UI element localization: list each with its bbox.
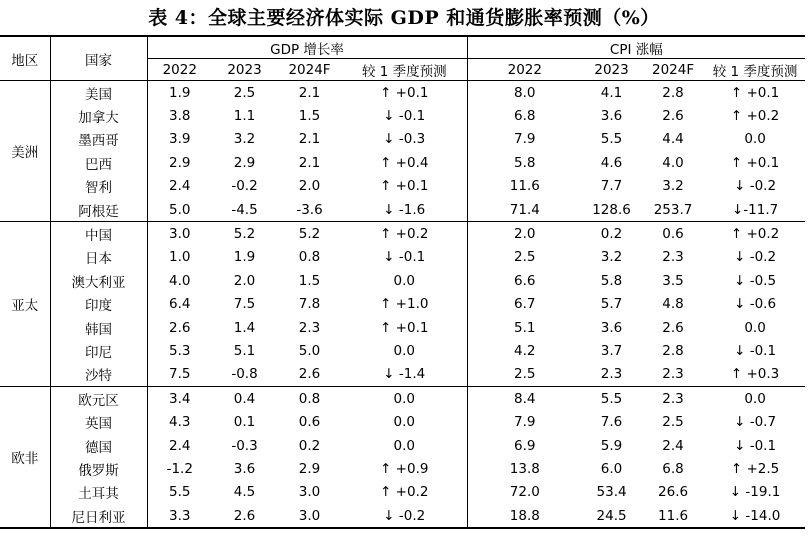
gdp-cell: 5.2 [212,222,277,246]
table-row [0,128,805,151]
gdp-cell: 2.6 [212,504,277,528]
header-row-groups [0,36,805,59]
gdp-cell: -1.2 [147,457,212,480]
cpi-cell: 11.6 [467,175,582,198]
header-gdp-col: 较 1 季度预测 [342,59,467,81]
table-row [0,222,805,246]
table-title: 表 4：全球主要经济体实际 GDP 和通货膨胀率预测（%） [148,7,660,29]
cpi-cell: 4.0 [662,154,684,171]
gdp-cell: -4.5 [231,201,258,218]
gdp-cell: 2.0 [298,178,321,195]
cpi-cell: 128.6 [592,201,631,218]
gdp-cell: 0.1 [233,414,256,431]
gdp-cell: 2.0 [233,272,256,289]
cpi-cell: 7.7 [600,178,623,195]
cpi-cell: 6.0 [600,460,623,477]
cpi-cell: 6.8 [662,460,684,477]
header-gdp-col: 2024F [277,59,342,81]
gdp-cell: 2.9 [233,154,256,171]
gdp-cell: 3.0 [277,504,342,528]
region-cell: 美洲 [0,81,50,222]
table-row [0,363,805,387]
forecast-table [0,35,805,529]
table-row [0,481,805,504]
gdp-cell: 5.0 [298,342,321,359]
cpi-cell: 2.5 [467,363,582,387]
cpi-cell: 18.8 [467,504,582,528]
gdp-cell: ↓ -0.2 [342,504,467,528]
gdp-cell: 3.3 [147,504,212,528]
country-cell: 印度 [85,298,112,315]
gdp-cell: 1.0 [147,246,212,269]
gdp-cell: ↑ +0.9 [380,460,429,477]
table-row [0,387,805,411]
gdp-cell: 0.0 [393,437,416,454]
header-cpi-col: 2023 [582,59,641,81]
gdp-cell: 1.9 [233,249,256,266]
gdp-cell: 2.1 [298,84,321,101]
cpi-cell: 5.8 [600,272,623,289]
cpi-cell: 0.0 [705,387,805,411]
cpi-cell: 2.3 [641,387,705,411]
country-cell: 日本 [85,251,112,268]
cpi-cell: 5.9 [600,437,623,454]
gdp-cell: 7.5 [233,296,256,313]
cpi-cell: 53.4 [596,484,627,501]
cpi-cell: 2.3 [600,366,623,383]
cpi-cell: 2.5 [467,246,582,269]
cpi-cell: 6.7 [467,293,582,316]
header-country: 国家 [50,36,147,81]
gdp-cell: 0.0 [393,272,416,289]
table-row [0,151,805,174]
cpi-cell: 26.6 [658,484,689,501]
header-cpi-col: 2022 [467,59,582,81]
gdp-cell: 2.4 [147,434,212,457]
country-cell: 澳大利亚 [71,274,126,291]
country-cell: 韩国 [85,321,112,338]
header-region: 地区 [0,36,50,81]
region-cell: 亚太 [0,222,50,387]
gdp-cell: 0.2 [298,437,321,454]
gdp-cell: 5.1 [233,342,256,359]
cpi-cell: ↑ +0.2 [705,222,805,246]
gdp-cell: 5.5 [147,481,212,504]
table-row [0,269,805,292]
gdp-cell: ↓ -0.1 [383,108,426,125]
gdp-cell: -0.8 [231,366,258,383]
cpi-cell: ↑ +0.1 [730,84,780,101]
gdp-cell: -0.3 [231,437,258,454]
gdp-cell: 3.0 [147,222,212,246]
header-cpi-col: 较 1 季度预测 [705,59,805,81]
cpi-cell: 2.6 [662,319,684,336]
table-row [0,293,805,316]
gdp-cell: 1.4 [233,319,256,336]
gdp-cell: 5.0 [147,198,212,222]
cpi-cell: 2.5 [662,414,684,431]
gdp-cell: 2.9 [298,460,321,477]
table-row [0,198,805,222]
table-row [0,81,805,105]
gdp-cell: 1.5 [298,108,321,125]
table-row [0,246,805,269]
cpi-cell: 4.2 [467,339,582,362]
gdp-cell: 0.0 [342,387,467,411]
gdp-cell: 7.8 [298,296,321,313]
region-cell: 欧非 [0,387,50,529]
gdp-cell: ↑ +0.2 [342,222,467,246]
cpi-cell: 6.6 [467,269,582,292]
country-cell: 欧元区 [50,387,147,411]
cpi-cell: 6.8 [467,104,582,127]
gdp-cell: 3.8 [147,104,212,127]
gdp-cell: ↓ -1.4 [383,366,426,383]
cpi-cell: ↓ -0.2 [734,178,777,195]
cpi-cell: ↓ -0.1 [734,342,777,359]
cpi-cell: 5.1 [467,316,582,339]
cpi-cell: 4.6 [600,154,623,171]
cpi-cell: 4.8 [662,296,684,313]
cpi-cell: ↓ -14.0 [705,504,805,528]
cpi-cell: 5.5 [600,131,623,148]
gdp-cell: 3.0 [298,484,321,501]
gdp-cell: ↓ -1.6 [383,201,426,218]
cpi-cell: 2.3 [662,249,684,266]
gdp-cell: 4.5 [233,484,256,501]
cpi-cell: ↓ -0.7 [734,414,777,431]
gdp-cell: 0.8 [277,387,342,411]
country-cell: 加拿大 [78,110,119,127]
cpi-cell: 253.7 [653,201,693,218]
cpi-cell: 4.4 [662,131,684,148]
cpi-cell: ↓ -0.5 [734,272,777,289]
cpi-cell: 2.8 [662,84,684,101]
cpi-cell: 6.9 [467,434,582,457]
cpi-cell: 8.4 [467,387,582,411]
gdp-cell: 7.5 [147,363,212,387]
table-row [0,434,805,457]
header-cpi-col: 2024F [641,59,705,81]
cpi-cell: ↑ +0.2 [730,108,780,125]
cpi-cell: 71.4 [467,198,582,222]
cpi-cell: 11.6 [641,504,705,528]
gdp-cell: -0.2 [231,178,258,195]
country-cell: 智利 [85,180,112,197]
country-cell: 巴西 [85,156,112,173]
country-cell: 美国 [85,86,112,103]
country-cell: 英国 [85,416,112,433]
cpi-cell: ↓ -0.1 [734,437,777,454]
cpi-cell: ↓-11.7 [731,201,779,218]
gdp-cell: 2.6 [298,366,321,383]
header-cpi-group: CPI 涨幅 [467,36,805,59]
gdp-cell: 2.5 [233,84,256,101]
gdp-cell: 3.2 [233,131,256,148]
gdp-cell: 3.9 [147,128,212,151]
gdp-cell: 2.1 [298,131,321,148]
gdp-cell: 3.6 [233,460,256,477]
gdp-cell: ↑ +0.1 [380,84,429,101]
cpi-cell: ↑ +0.1 [730,154,780,171]
gdp-cell: 0.0 [393,414,416,431]
gdp-cell: ↑ +0.2 [380,484,429,501]
table-row [0,104,805,127]
gdp-cell: 0.4 [212,387,277,411]
cpi-cell: 0.0 [744,319,766,336]
gdp-cell: 1.1 [233,108,256,125]
cpi-cell: 3.2 [600,249,623,266]
cpi-cell: 7.9 [467,410,582,433]
gdp-cell: 4.0 [147,269,212,292]
cpi-cell: 7.9 [467,128,582,151]
cpi-cell: 3.5 [662,272,684,289]
gdp-cell: 2.4 [147,175,212,198]
cpi-cell: 7.6 [600,414,623,431]
gdp-cell: 0.6 [298,414,321,431]
cpi-cell: 8.0 [467,81,582,105]
table-row [0,504,805,528]
gdp-cell: 1.5 [298,272,321,289]
header-gdp-group: GDP 增长率 [147,36,467,59]
gdp-cell: 2.6 [147,316,212,339]
cpi-cell: 5.5 [582,387,641,411]
cpi-cell: 4.1 [600,84,623,101]
gdp-cell: ↑ +0.1 [380,178,429,195]
gdp-cell: 0.8 [298,249,321,266]
table-body [0,81,805,529]
gdp-cell: 0.0 [393,342,416,359]
cpi-cell: 2.6 [662,108,684,125]
cpi-cell: 2.0 [467,222,582,246]
cpi-cell: 3.2 [662,178,684,195]
cpi-cell: 0.2 [582,222,641,246]
gdp-cell: 1.9 [147,81,212,105]
cpi-cell: 2.8 [662,342,684,359]
cpi-cell: ↓ -0.6 [734,296,777,313]
cpi-cell: 13.8 [467,457,582,480]
cpi-cell: ↓ -19.1 [729,484,781,501]
country-cell: 中国 [50,222,147,246]
gdp-cell: ↑ +1.0 [380,296,429,313]
country-cell: 沙特 [85,368,112,385]
country-cell: 印尼 [85,344,112,361]
gdp-cell: 6.4 [147,293,212,316]
cpi-cell: ↓ -0.2 [734,249,777,266]
gdp-cell: 5.2 [277,222,342,246]
country-cell: 尼日利亚 [50,504,147,528]
header-gdp-col: 2023 [212,59,277,81]
table-row [0,175,805,198]
gdp-cell: 4.3 [147,410,212,433]
cpi-cell: 3.7 [600,342,623,359]
header-gdp-col: 2022 [147,59,212,81]
gdp-cell: 3.4 [147,387,212,411]
table-row [0,457,805,480]
country-cell: 俄罗斯 [78,462,119,479]
cpi-cell: 5.8 [467,151,582,174]
cpi-cell: 3.6 [600,108,623,125]
cpi-cell: 3.6 [600,319,623,336]
gdp-cell: 2.9 [147,151,212,174]
gdp-cell: ↑ +0.1 [380,319,429,336]
table-row [0,316,805,339]
cpi-cell: 0.0 [744,131,766,148]
cpi-cell: ↑ +2.5 [730,460,780,477]
cpi-cell: 72.0 [467,481,582,504]
gdp-cell: -3.6 [296,201,323,218]
cpi-cell: 2.3 [662,366,684,383]
gdp-cell: ↓ -0.3 [383,131,426,148]
cpi-cell: ↑ +0.3 [730,366,780,383]
gdp-cell: 2.3 [298,319,321,336]
country-cell: 德国 [85,439,112,456]
country-cell: 墨西哥 [78,133,119,150]
table-row [0,410,805,433]
gdp-cell: ↑ +0.4 [380,154,429,171]
country-cell: 阿根廷 [78,203,119,220]
table-row [0,339,805,362]
cpi-cell: 24.5 [582,504,641,528]
gdp-cell: 5.3 [147,339,212,362]
cpi-cell: 2.4 [662,437,684,454]
gdp-cell: 2.1 [298,154,321,171]
gdp-cell: ↓ -0.1 [383,249,426,266]
country-cell: 土耳其 [78,486,119,503]
cpi-cell: 0.6 [641,222,705,246]
cpi-cell: 5.7 [600,296,623,313]
